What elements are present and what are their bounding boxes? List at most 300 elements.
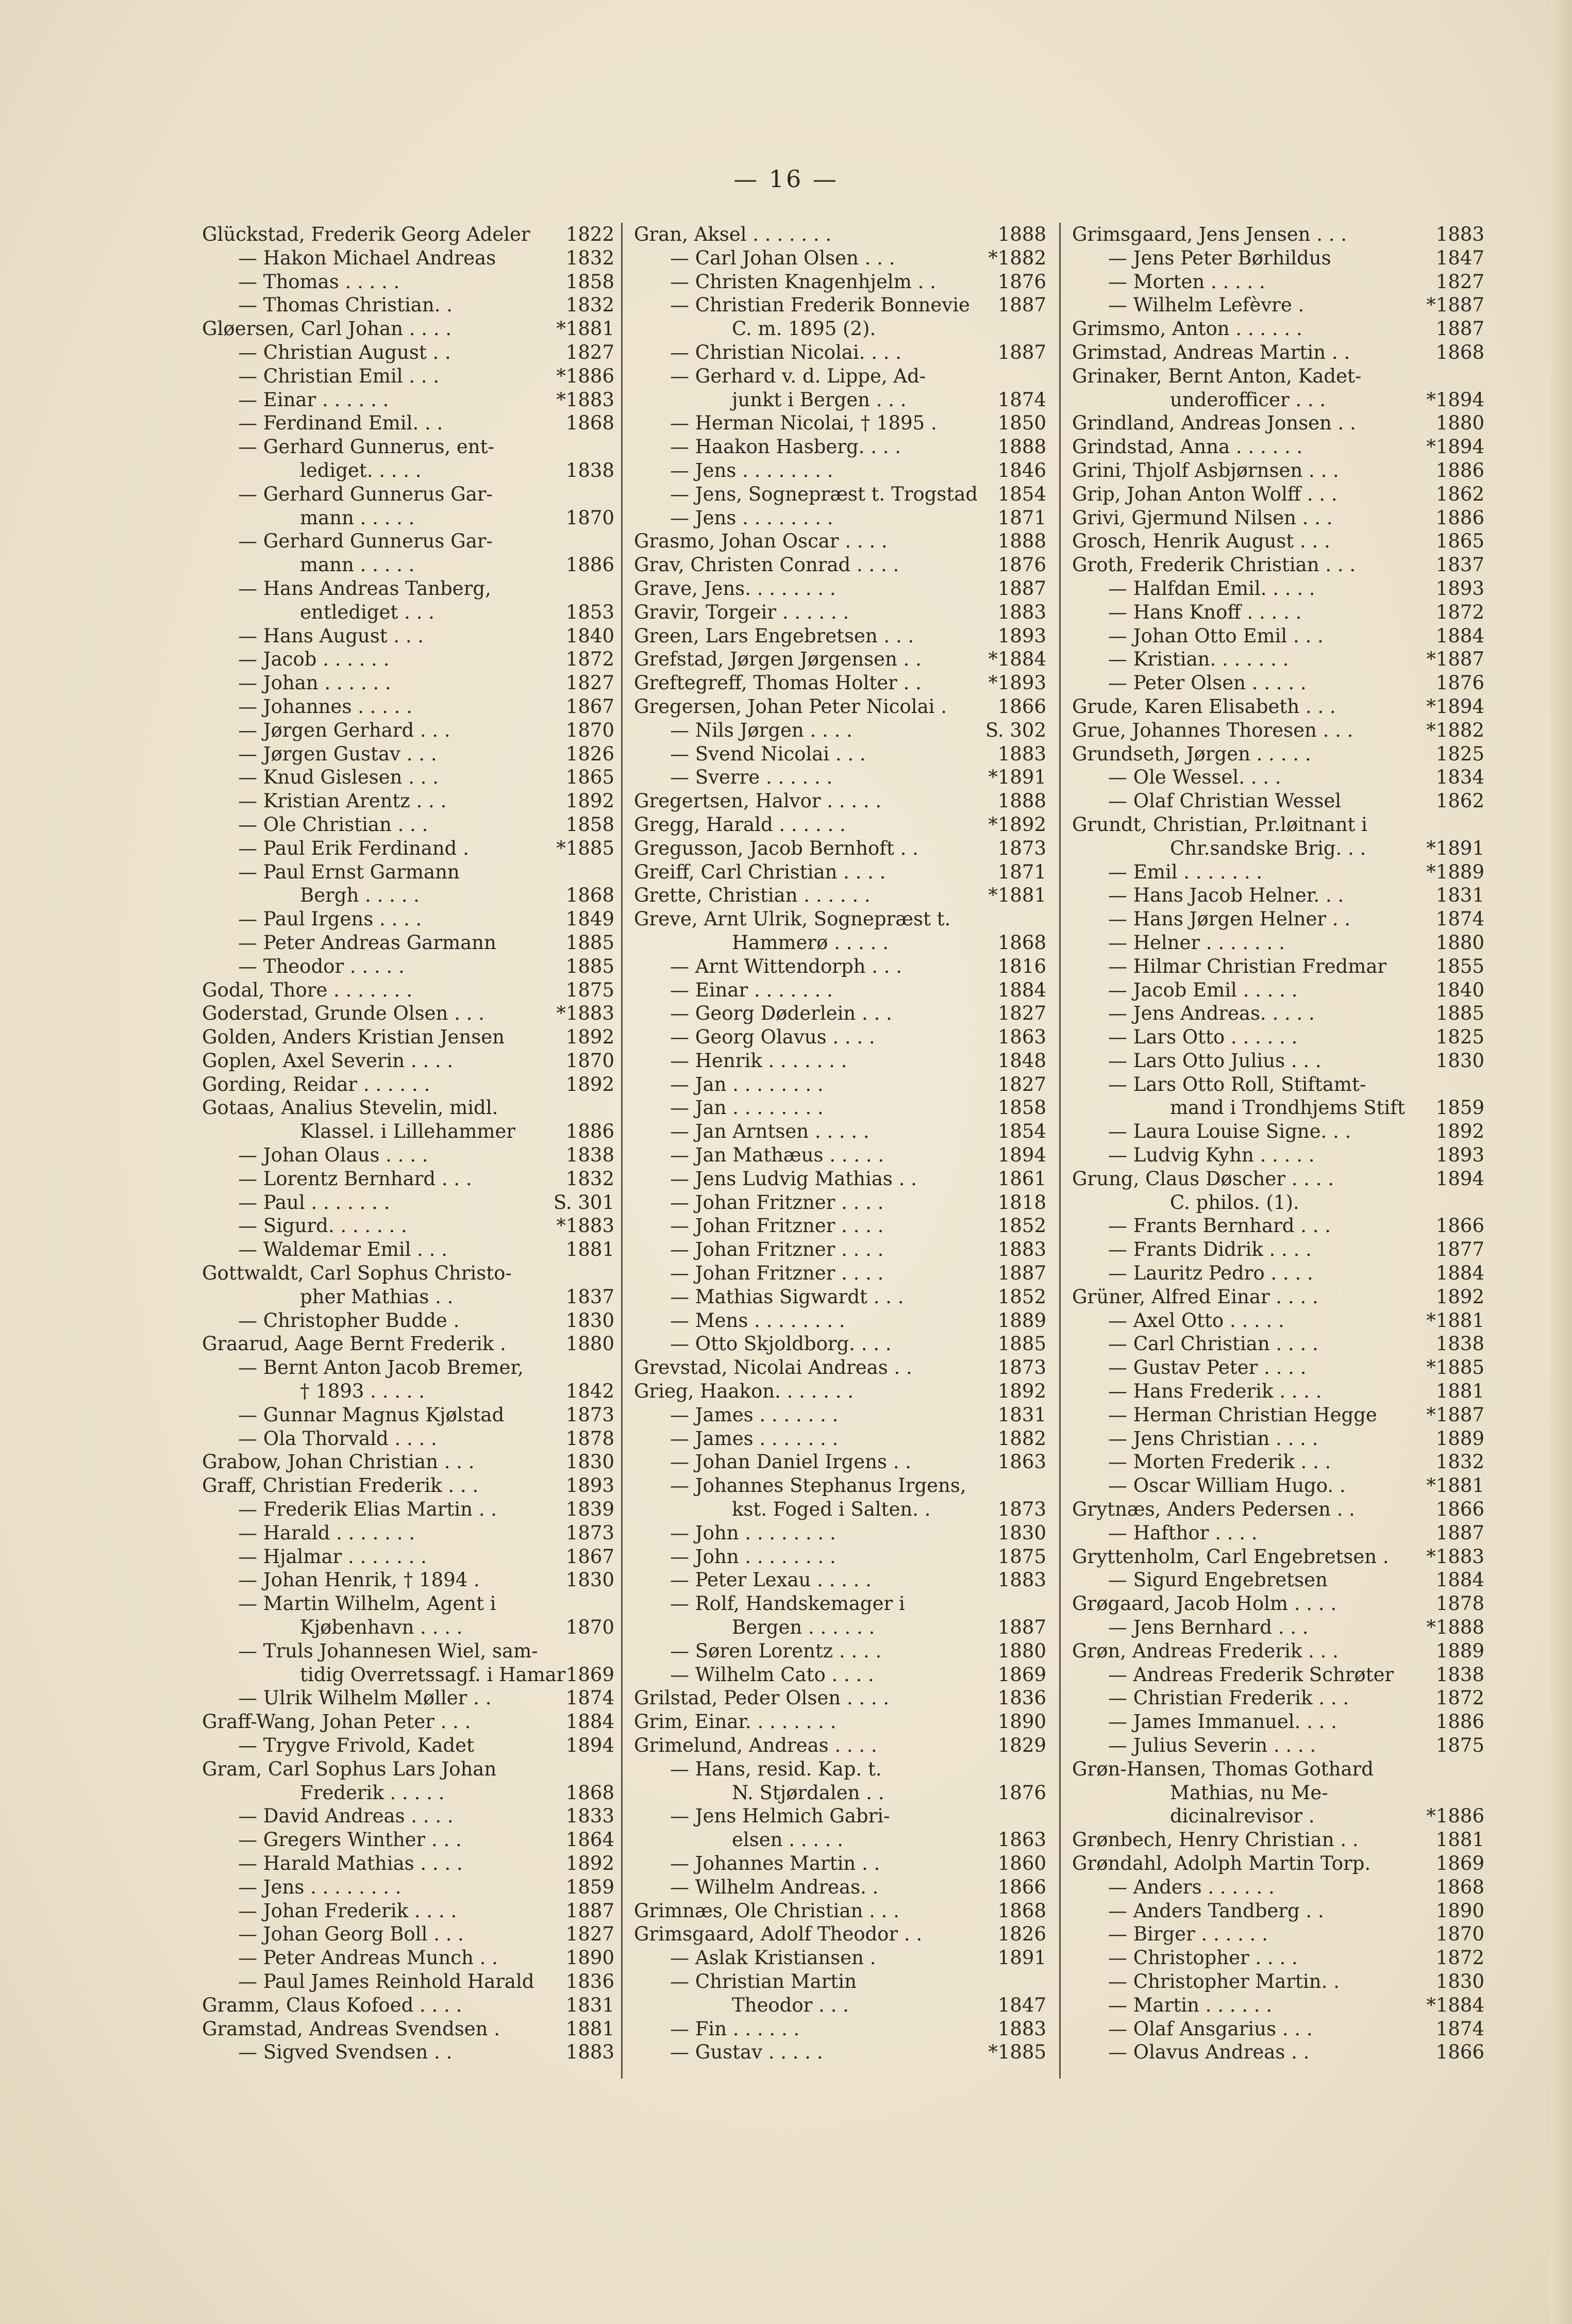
entry-name: Chr.sandske Brig. . . <box>1170 837 1366 859</box>
index-entry <box>634 1073 1046 1097</box>
index-entry <box>1072 1214 1484 1238</box>
entry-name: — Jørgen Gerhard . . . <box>238 719 450 741</box>
index-entry <box>634 1710 1046 1734</box>
index-entry <box>202 529 614 553</box>
entry-name: Grue, Johannes Thoresen . . . <box>1072 719 1353 741</box>
entry-name: — Mathias Sigwardt . . . <box>670 1285 904 1308</box>
entry-name: — Jens Helmich Gabri- <box>670 1805 890 1828</box>
entry-year: 1818 <box>997 1191 1046 1214</box>
entry-year: 1890 <box>997 1711 1046 1733</box>
entry-year: S. 301 <box>553 1191 614 1214</box>
entry-name: — Paul Erik Ferdinand . <box>238 837 469 859</box>
entry-year: 1832 <box>565 294 614 317</box>
entry-year: 1838 <box>1435 1333 1484 1355</box>
entry-year: 1837 <box>565 1285 614 1308</box>
index-entry <box>1072 1285 1484 1309</box>
entry-name: — Julius Severin . . . . <box>1108 1734 1316 1756</box>
index-entry <box>634 978 1046 1002</box>
entry-year: 1875 <box>565 978 614 1001</box>
index-entry <box>1072 293 1484 317</box>
entry-name: — Herman Christian Hegge <box>1108 1403 1377 1426</box>
index-entry <box>202 1332 614 1356</box>
index-entry <box>1072 2040 1484 2064</box>
entry-year: 1878 <box>1435 1592 1484 1615</box>
index-entry <box>634 341 1046 364</box>
entry-name: — Johannes . . . . . <box>238 695 412 718</box>
entry-name: — Paul Irgens . . . . <box>238 908 422 931</box>
index-entry <box>202 1450 614 1474</box>
entry-name: Grimstad, Andreas Martin . . <box>1072 341 1350 363</box>
entry-year: 1865 <box>1435 530 1484 553</box>
entry-name: Grimsgaard, Adolf Theodor . . <box>634 1923 923 1946</box>
entry-name: — Frants Bernhard . . . <box>1108 1215 1331 1237</box>
index-entry <box>634 1757 1046 1781</box>
entry-name: Gløersen, Carl Johan . . . . <box>202 318 452 340</box>
entry-name: — John . . . . . . . . <box>670 1521 836 1544</box>
entry-name: — Jens . . . . . . . . <box>238 1875 402 1898</box>
entry-year: 1827 <box>565 672 614 694</box>
index-entry <box>634 789 1046 813</box>
entry-name: Grave, Jens. . . . . . . . <box>634 577 836 600</box>
index-entry <box>202 1852 614 1875</box>
entry-year: 1830 <box>565 1569 614 1591</box>
index-entry <box>1072 1710 1484 1734</box>
index-entry <box>202 601 614 624</box>
entry-name: Graff-Wang, Johan Peter . . . <box>202 1711 471 1733</box>
entry-name: — Paul James Reinhold Harald <box>238 1970 534 1993</box>
index-entry <box>202 317 614 341</box>
index-entry <box>634 2040 1046 2064</box>
entry-year: 1827 <box>565 1923 614 1946</box>
entry-year: 1876 <box>997 554 1046 576</box>
index-entry <box>634 1616 1046 1639</box>
entry-year: 1883 <box>997 601 1046 623</box>
entry-year: 1872 <box>1435 1947 1484 1969</box>
entry-year: 1883 <box>1435 223 1484 245</box>
index-entry <box>202 1994 614 2017</box>
entry-year: 1894 <box>565 1734 614 1756</box>
index-entry <box>202 931 614 955</box>
index-entry <box>202 789 614 813</box>
entry-year: S. 302 <box>985 719 1046 741</box>
entry-year: 1888 <box>997 790 1046 812</box>
entry-name: — Morten . . . . . <box>1108 270 1265 293</box>
index-entry <box>634 388 1046 412</box>
index-entry <box>634 553 1046 577</box>
entry-name: — James . . . . . . . <box>670 1427 839 1450</box>
index-entry <box>202 1734 614 1757</box>
entry-year: 1838 <box>565 459 614 482</box>
index-entry <box>1072 388 1484 412</box>
entry-name: — Gerhard Gunnerus, ent- <box>238 436 494 458</box>
entry-year: 1874 <box>1435 2017 1484 2040</box>
index-entry <box>634 1521 1046 1545</box>
entry-name: Grung, Claus Døscher . . . . <box>1072 1167 1334 1190</box>
entry-year: *1881 <box>1426 1309 1484 1332</box>
entry-year: 1885 <box>565 955 614 977</box>
entry-year: 1866 <box>1435 1215 1484 1237</box>
entry-name: — Thomas Christian. . <box>238 294 453 317</box>
index-entry <box>1072 1875 1484 1899</box>
index-entry <box>1072 2017 1484 2041</box>
index-entry <box>202 1757 614 1781</box>
index-entry <box>1072 1852 1484 1875</box>
entry-year: 1827 <box>997 1002 1046 1025</box>
entry-year: 1853 <box>565 601 614 623</box>
entry-name: — Christian Emil . . . <box>238 364 440 387</box>
index-entry <box>634 1994 1046 2017</box>
entry-year: 1887 <box>565 1899 614 1922</box>
index-entry <box>1072 1899 1484 1923</box>
entry-year: 1870 <box>565 1616 614 1639</box>
index-entry <box>1072 246 1484 270</box>
entry-year: *1881 <box>1426 1474 1484 1497</box>
entry-name: Gravir, Torgeir . . . . . . <box>634 601 849 623</box>
entry-name: — Christian Nicolai. . . . <box>670 341 902 363</box>
index-entry <box>202 1828 614 1852</box>
index-entry <box>202 1568 614 1592</box>
entry-name: — Kristian. . . . . . . <box>1108 648 1289 671</box>
entry-name: — Jacob . . . . . . <box>238 648 390 671</box>
entry-year: 1855 <box>1435 955 1484 977</box>
entry-name: — Ulrik Wilhelm Møller . . <box>238 1687 492 1709</box>
entry-name: — Christopher Martin. . <box>1108 1970 1340 1993</box>
entry-year: 1868 <box>1435 341 1484 363</box>
entry-year: 1888 <box>997 436 1046 458</box>
index-entry <box>1072 1663 1484 1687</box>
entry-year: 1830 <box>997 1521 1046 1544</box>
entry-name: — Andreas Frederik Schrøter <box>1108 1663 1394 1686</box>
index-entry <box>634 459 1046 483</box>
entry-year: 1859 <box>1435 1097 1484 1119</box>
entry-year: *1886 <box>556 364 614 387</box>
entry-name: Grette, Christian . . . . . . <box>634 884 871 907</box>
entry-year: *1882 <box>1426 719 1484 741</box>
entry-name: — Johan Fritzner . . . . <box>670 1238 884 1261</box>
index-entry <box>202 435 614 459</box>
entry-year: *1885 <box>988 2041 1046 2064</box>
entry-name: — Ola Thorvald . . . . <box>238 1427 437 1450</box>
entry-name: — Johan Daniel Irgens . . <box>670 1451 911 1473</box>
entry-year: *1891 <box>1426 837 1484 859</box>
entry-name: — Hans Frederik . . . . <box>1108 1380 1322 1403</box>
entry-name: — Einar . . . . . . <box>238 388 389 411</box>
entry-year: *1891 <box>988 766 1046 789</box>
index-entry <box>634 1143 1046 1167</box>
index-entry <box>202 1781 614 1805</box>
index-entry <box>1072 1309 1484 1333</box>
index-entry <box>1072 907 1484 931</box>
index-entry <box>1072 1994 1484 2017</box>
index-entry <box>202 1025 614 1049</box>
entry-name: Goplen, Axel Severin . . . . <box>202 1049 454 1072</box>
entry-name: Grilstad, Peder Olsen . . . . <box>634 1687 890 1709</box>
entry-year: 1887 <box>1435 1521 1484 1544</box>
index-entry <box>634 529 1046 553</box>
index-entry <box>634 955 1046 978</box>
index-entry <box>202 1143 614 1167</box>
entry-name: elsen . . . . . <box>732 1829 844 1851</box>
entry-name: junkt i Bergen . . . <box>732 388 907 411</box>
index-entry <box>1072 884 1484 907</box>
entry-name: mann . . . . . <box>300 506 415 529</box>
entry-year: *1892 <box>988 813 1046 836</box>
index-entry <box>634 1238 1046 1261</box>
index-entry <box>634 1356 1046 1380</box>
entry-year: *1883 <box>556 388 614 411</box>
entry-name: — Olaf Christian Wessel <box>1108 790 1342 812</box>
index-entry <box>1072 529 1484 553</box>
entry-year: 1838 <box>1435 1663 1484 1686</box>
index-entry <box>634 1592 1046 1616</box>
index-entry <box>634 1049 1046 1073</box>
index-entry <box>634 1474 1046 1498</box>
entry-name: Godal, Thore . . . . . . . <box>202 978 412 1001</box>
entry-name: — Ole Christian . . . <box>238 813 428 836</box>
entry-name: Grav, Christen Conrad . . . . <box>634 554 899 576</box>
index-entry <box>202 1899 614 1923</box>
index-entry <box>202 1214 614 1238</box>
entry-year: 1872 <box>1435 1687 1484 1709</box>
index-entry <box>1072 1403 1484 1427</box>
entry-year: 1871 <box>997 860 1046 883</box>
entry-name: Grieg, Haakon. . . . . . . <box>634 1380 854 1403</box>
entry-name: Grøgaard, Jacob Holm . . . . <box>1072 1592 1337 1615</box>
index-entry <box>202 1002 614 1025</box>
index-entry <box>634 601 1046 624</box>
entry-year: 1848 <box>997 1049 1046 1072</box>
entry-year: 1825 <box>1435 742 1484 765</box>
entry-year: 1867 <box>565 695 614 718</box>
index-entry <box>1072 648 1484 671</box>
index-entry <box>634 1285 1046 1309</box>
index-entry <box>202 1970 614 1994</box>
entry-year: 1868 <box>997 1899 1046 1922</box>
entry-name: Theodor . . . <box>732 1994 849 2016</box>
entry-name: — Halfdan Emil. . . . . <box>1108 577 1315 600</box>
index-entry <box>202 1875 614 1899</box>
index-entry <box>202 671 614 695</box>
index-entry <box>634 506 1046 530</box>
entry-year: 1873 <box>997 1356 1046 1379</box>
entry-name: — Johan Henrik, † 1894 . <box>238 1569 480 1591</box>
entry-name: — Haakon Hasberg. . . . <box>670 436 901 458</box>
entry-name: Grimelund, Andreas . . . . <box>634 1734 877 1756</box>
entry-year: *1887 <box>1426 648 1484 671</box>
index-entry <box>634 577 1046 601</box>
entry-year: 1870 <box>565 1049 614 1072</box>
entry-year: 1881 <box>1435 1380 1484 1403</box>
entry-year: 1830 <box>565 1451 614 1473</box>
entry-year: 1892 <box>997 1380 1046 1403</box>
entry-name: underofficer . . . <box>1170 388 1326 411</box>
index-entry <box>1072 1616 1484 1639</box>
index-entry <box>634 1025 1046 1049</box>
entry-name: Gram, Carl Sophus Lars Johan <box>202 1757 497 1780</box>
entry-name: — Johan Otto Emil . . . <box>1108 624 1324 647</box>
entry-name: — Johan Frederik . . . . <box>238 1899 457 1922</box>
entry-year: 1840 <box>1435 978 1484 1001</box>
entry-name: — Paul Ernst Garmann <box>238 860 460 883</box>
entry-name: — Truls Johannesen Wiel, sam- <box>238 1639 538 1662</box>
index-entry <box>1072 1639 1484 1663</box>
entry-year: *1888 <box>1426 1616 1484 1639</box>
entry-year: *1886 <box>1426 1805 1484 1828</box>
entry-year: 1886 <box>1435 459 1484 482</box>
entry-year: 1873 <box>565 1521 614 1544</box>
index-entry <box>202 1167 614 1191</box>
entry-name: N. Stjørdalen . . <box>732 1781 884 1804</box>
entry-year: 1889 <box>997 1309 1046 1332</box>
entry-year: 1887 <box>997 577 1046 600</box>
entry-name: Graff, Christian Frederik . . . <box>202 1474 479 1497</box>
entry-year: 1890 <box>565 1947 614 1969</box>
entry-name: — Jens . . . . . . . . <box>670 459 833 482</box>
entry-year: *1893 <box>988 672 1046 694</box>
entry-year: 1876 <box>997 1781 1046 1804</box>
entry-year: 1889 <box>1435 1639 1484 1662</box>
index-entry <box>634 1450 1046 1474</box>
entry-name: — Jens Ludvig Mathias . . <box>670 1167 917 1190</box>
index-entry <box>634 1946 1046 1970</box>
entry-name: — Birger . . . . . . <box>1108 1923 1268 1946</box>
entry-year: 1832 <box>565 1167 614 1190</box>
entry-year: 1870 <box>565 719 614 741</box>
entry-year: 1884 <box>1435 1262 1484 1285</box>
entry-name: Grefstad, Jørgen Jørgensen . . <box>634 648 922 671</box>
index-entry <box>1072 1970 1484 1994</box>
entry-year: 1886 <box>565 554 614 576</box>
index-entry <box>202 860 614 884</box>
entry-name: lediget. . . . . <box>300 459 422 482</box>
index-entry <box>1072 506 1484 530</box>
index-entry <box>634 270 1046 294</box>
index-entry <box>1072 1592 1484 1616</box>
entry-year: 1829 <box>997 1734 1046 1756</box>
entry-name: Grøn, Andreas Frederik . . . <box>1072 1639 1339 1662</box>
entry-year: 1874 <box>997 388 1046 411</box>
entry-year: 1865 <box>565 766 614 789</box>
entry-name: Grip, Johan Anton Wolff . . . <box>1072 483 1337 505</box>
entry-year: 1866 <box>997 1875 1046 1898</box>
entry-year: 1873 <box>997 837 1046 859</box>
index-entry <box>634 1427 1046 1451</box>
entry-name: — Johan . . . . . . <box>238 672 391 694</box>
index-entry <box>202 624 614 648</box>
entry-year: 1892 <box>565 1852 614 1874</box>
entry-name: Grude, Karen Elisabeth . . . <box>1072 695 1336 718</box>
entry-year: 1875 <box>1435 1734 1484 1756</box>
entry-name: — Theodor . . . . . <box>238 955 405 977</box>
index-entry <box>634 1568 1046 1592</box>
entry-name: — Fin . . . . . . <box>670 2017 800 2040</box>
index-entry <box>1072 1238 1484 1261</box>
index-entry <box>1072 364 1484 388</box>
entry-year: 1887 <box>997 341 1046 363</box>
index-entry <box>1072 1167 1484 1191</box>
index-entry <box>634 907 1046 931</box>
entry-year: 1830 <box>1435 1049 1484 1072</box>
entry-year: 1887 <box>997 294 1046 317</box>
index-entry <box>634 742 1046 766</box>
entry-year: *1894 <box>1426 695 1484 718</box>
index-entry <box>1072 1191 1484 1215</box>
entry-year: *1894 <box>1426 436 1484 458</box>
entry-name: Gotaas, Analius Stevelin, midl. <box>202 1097 498 1119</box>
entry-name: — Helner . . . . . . . <box>1108 931 1285 954</box>
column-right <box>1072 223 1484 2064</box>
index-entry <box>634 1120 1046 1143</box>
entry-year: 1854 <box>997 483 1046 505</box>
entry-year: 1893 <box>997 624 1046 647</box>
index-entry <box>1072 1073 1484 1097</box>
entry-name: — Hafthor . . . . <box>1108 1521 1258 1544</box>
entry-name: Mathias, nu Me- <box>1170 1781 1328 1804</box>
index-entry <box>202 1403 614 1427</box>
entry-name: — Sverre . . . . . . <box>670 766 833 789</box>
entry-name: — Gerhard Gunnerus Gar- <box>238 530 493 553</box>
entry-year: 1836 <box>997 1687 1046 1709</box>
index-entry <box>634 1545 1046 1569</box>
entry-year: 1870 <box>565 506 614 529</box>
entry-year: 1833 <box>565 1805 614 1828</box>
entry-name: — Johan Olaus . . . . <box>238 1144 428 1167</box>
index-entry <box>202 884 614 907</box>
index-entry <box>1072 435 1484 459</box>
entry-name: Graarud, Aage Bernt Frederik . <box>202 1333 506 1355</box>
entry-year: *1883 <box>556 1002 614 1025</box>
index-entry <box>202 577 614 601</box>
index-entry <box>202 813 614 837</box>
entry-name: — Wilhelm Cato . . . . <box>670 1663 874 1686</box>
entry-year: 1862 <box>1435 790 1484 812</box>
entry-year: 1868 <box>565 412 614 435</box>
entry-name: — Jens Peter Børhildus <box>1108 246 1331 269</box>
index-entry <box>202 1356 614 1380</box>
index-entry <box>202 1261 614 1285</box>
index-entry <box>634 1309 1046 1333</box>
index-entry <box>1072 223 1484 246</box>
entry-name: — Jan . . . . . . . . <box>670 1073 824 1095</box>
index-entry <box>634 246 1046 270</box>
index-entry <box>202 695 614 719</box>
entry-year: 1868 <box>1435 1875 1484 1898</box>
entry-name: — Gerhard v. d. Lippe, Ad- <box>670 364 926 387</box>
entry-year: 1839 <box>565 1498 614 1521</box>
entry-year: 1884 <box>1435 624 1484 647</box>
index-entry <box>1072 1261 1484 1285</box>
index-entry <box>1072 671 1484 695</box>
entry-name: — Hans Knoff . . . . . <box>1108 601 1302 623</box>
entry-year: 1881 <box>565 2017 614 2040</box>
index-entry <box>1072 1096 1484 1120</box>
entry-name: — Gerhard Gunnerus Gar- <box>238 483 493 505</box>
entry-name: Gottwaldt, Carl Sophus Christo- <box>202 1262 512 1285</box>
index-entry <box>202 955 614 978</box>
entry-name: — Aslak Kristiansen . <box>670 1947 876 1969</box>
index-entry <box>1072 341 1484 364</box>
index-entry <box>202 1096 614 1120</box>
index-entry <box>634 317 1046 341</box>
entry-name: — Anders Tandberg . . <box>1108 1899 1324 1922</box>
index-entry <box>634 884 1046 907</box>
index-entry <box>202 341 614 364</box>
index-entry <box>202 246 614 270</box>
index-entry <box>634 1096 1046 1120</box>
index-entry <box>1072 459 1484 483</box>
index-entry <box>202 1710 614 1734</box>
entry-name: Greiff, Carl Christian . . . . <box>634 860 886 883</box>
